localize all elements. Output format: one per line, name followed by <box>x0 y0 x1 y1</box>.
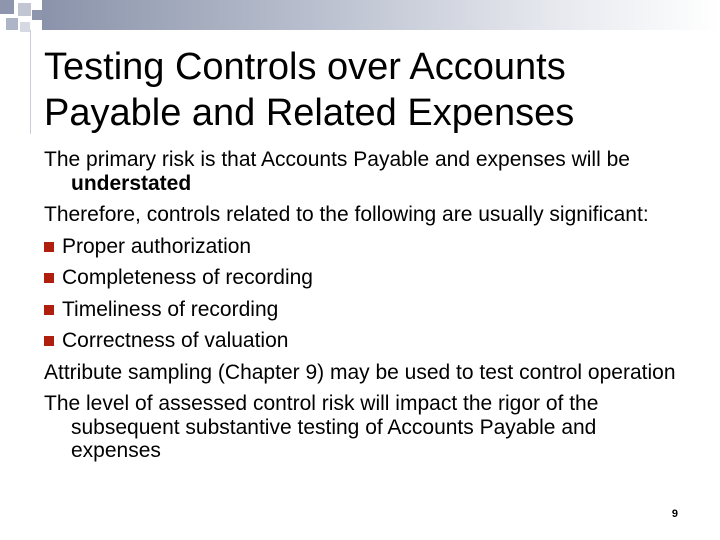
intro-text: The primary risk is that Accounts Payable and expenses will be <box>44 148 630 171</box>
intro-paragraph <box>44 148 680 195</box>
bullet-text: Completeness of recording <box>62 266 313 289</box>
lead-in-paragraph: Therefore, controls related to the following are usually significant: <box>44 203 649 226</box>
page-number: 9 <box>671 508 678 520</box>
square-bullet-icon <box>44 242 54 252</box>
slide-title <box>44 44 694 136</box>
decorative-square <box>20 22 30 32</box>
title-line-2: Payable and Related Expenses <box>44 92 575 134</box>
bullet-text: Proper authorization <box>62 234 252 258</box>
decorative-square <box>32 10 42 20</box>
decorative-square <box>18 3 31 16</box>
left-divider <box>30 30 31 134</box>
bullet-item <box>44 235 680 259</box>
bullet-text: Timeliness of recording <box>62 297 279 321</box>
intro-emphasis: understated <box>71 171 192 195</box>
square-bullet-icon <box>44 273 54 283</box>
bullet-item <box>44 329 680 353</box>
sampling-paragraph: Attribute sampling (Chapter 9) may be used to test control operation <box>44 360 676 384</box>
bullet-item <box>44 266 680 290</box>
decorative-square <box>6 18 18 30</box>
header-gradient-band <box>42 0 720 30</box>
bullet-item <box>44 298 680 322</box>
square-bullet-icon <box>44 305 54 315</box>
bullet-text: Correctness of valuation <box>62 329 289 352</box>
square-bullet-icon <box>44 336 54 346</box>
risk-paragraph: The level of assessed control risk will impact the rigor of the subsequent substantive testing of Accounts Payable and expenses <box>44 392 599 462</box>
title-line-1: Testing Controls over Accounts <box>44 46 566 88</box>
slide-body <box>44 148 680 471</box>
decorative-square <box>0 0 14 14</box>
